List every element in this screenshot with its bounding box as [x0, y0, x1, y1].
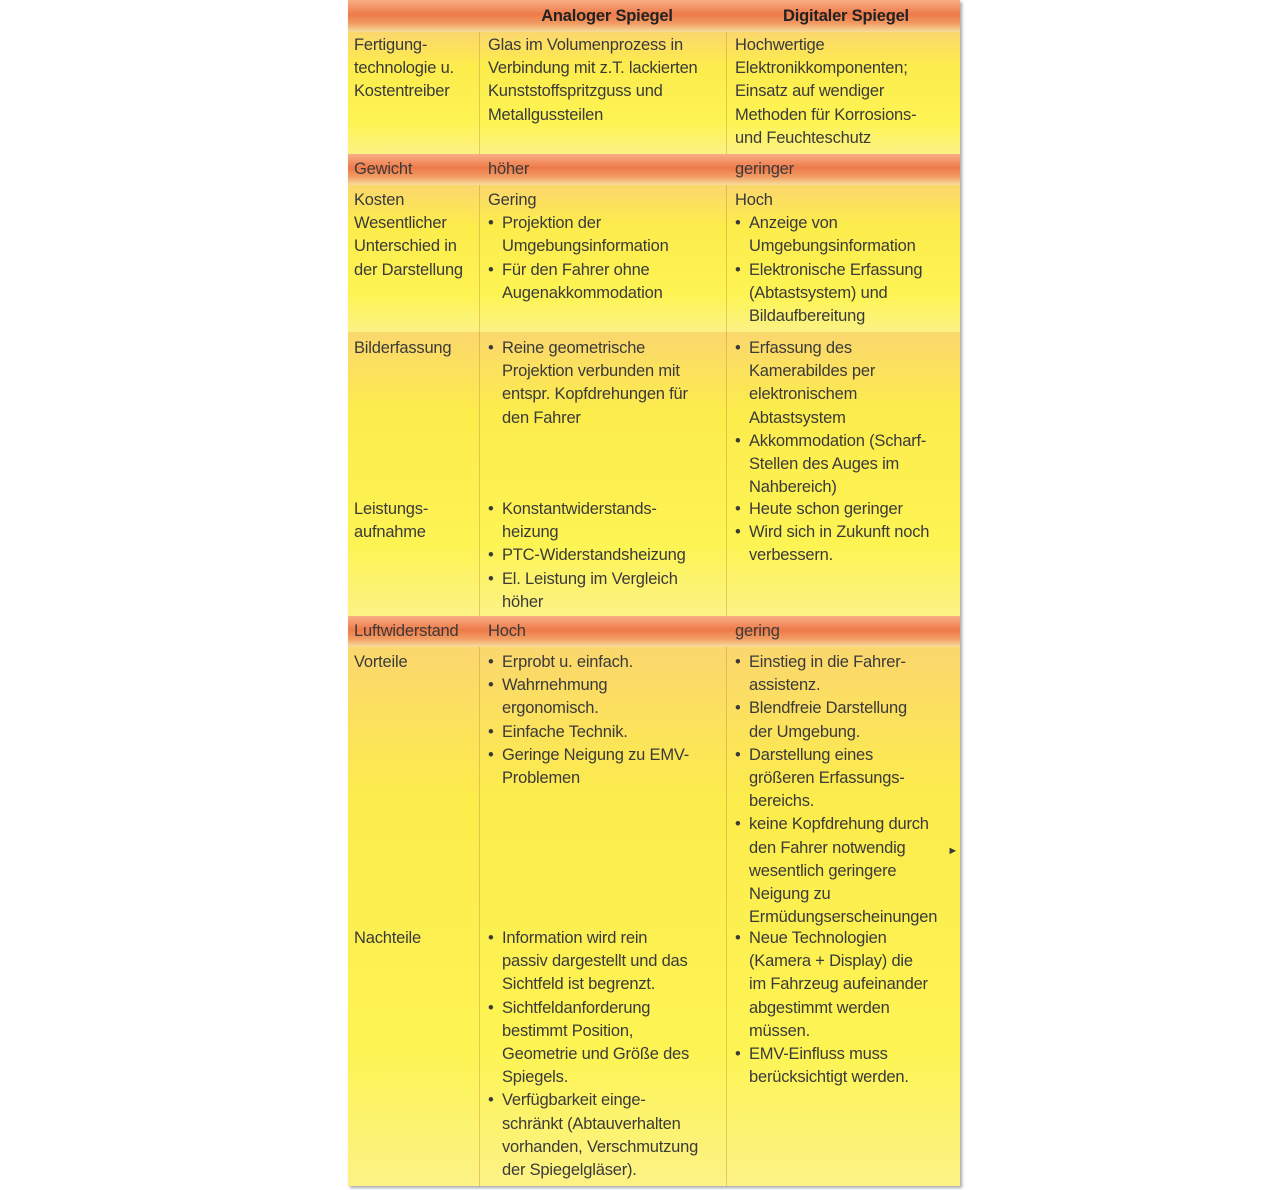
bullet-item — [735, 212, 957, 258]
bullet-text-line: Sichtfeld ist begrenzt. — [502, 975, 656, 994]
bullet-text-line: assistenz. — [749, 676, 821, 695]
bullet-text-line: Umgebungsinformation — [502, 237, 669, 256]
bullet-text-line: bestimmt Position, — [502, 1021, 634, 1040]
digital-leistung-list — [735, 498, 957, 568]
bullet-text-line: schränkt (Abtauverhalten — [502, 1114, 681, 1133]
text-line: Wesentlicher — [354, 214, 447, 233]
bullet-text-line: abgestimmt werden — [749, 998, 890, 1017]
bullet-text-line: vorhanden, Verschmutzung — [502, 1137, 699, 1156]
bullet-text-line: Augenakkommodation — [502, 283, 663, 302]
header-digital: Digitaler Spiegel — [783, 7, 909, 25]
label-nachteile: Nachteile — [354, 929, 421, 947]
continue-arrow-icon: ► — [947, 845, 958, 857]
bullet-text-line: • Verfügbarkeit einge- — [502, 1091, 646, 1110]
label-bilderfassung: Bilderfassung — [354, 339, 452, 357]
bullet-text-line: Geometrie und Größe des — [502, 1045, 690, 1064]
text-line: Kosten — [354, 191, 405, 209]
text-line: Metallgussteilen — [488, 105, 604, 124]
bullet-text-line: elektronischem — [749, 385, 858, 404]
row-gewicht — [348, 154, 960, 185]
bullet-text-line: Ermüdungserscheinungen — [749, 908, 938, 927]
bullet-text-line: • Reine geometrische — [502, 339, 646, 357]
header-empty-cell — [354, 0, 480, 32]
analog-luftwiderstand: Hoch — [488, 622, 526, 640]
analog-nachteile-list — [488, 927, 726, 1182]
bullet-item — [488, 544, 726, 567]
bullet-text-line: Bildaufbereitung — [749, 307, 866, 326]
bullet-text-line: (Kamera + Display) die — [749, 952, 913, 971]
bullet-text-line: • Wahrnehmung — [502, 676, 608, 695]
bullet-item — [488, 498, 726, 544]
bullet-text-line: entspr. Kopfdrehungen für — [502, 385, 688, 404]
bullet-text-line: der Spiegelgläser). — [502, 1161, 637, 1180]
label-column-vn — [354, 647, 480, 1186]
text-line: Elektronikkomponenten; — [735, 59, 908, 78]
text-line: Kunststoffspritzguss und — [488, 82, 663, 101]
bullet-text-line: Nahbereich) — [749, 478, 837, 497]
bullet-item — [735, 927, 960, 1043]
bullet-item — [488, 337, 726, 430]
bullet-text-line: Kamerabildes per — [749, 362, 876, 381]
text-line: Methoden für Korrosions- — [735, 105, 917, 124]
label-vorteile: Vorteile — [354, 653, 408, 671]
label-kosten — [354, 185, 480, 332]
row-kosten — [348, 185, 960, 332]
bullet-text-line: im Fahrzeug aufeinander — [749, 975, 928, 994]
text-line: Leistungs- — [354, 500, 429, 518]
bullet-text-line: Spiegels. — [502, 1068, 569, 1087]
bullet-text-line: • keine Kopfdrehung durch — [749, 815, 929, 834]
analog-bilderfassung-list — [488, 337, 726, 430]
row-vorteile-nachteile — [348, 647, 960, 1186]
bullet-item — [735, 813, 960, 929]
bullet-item — [488, 651, 726, 674]
bullet-item — [735, 697, 960, 743]
bullet-item — [488, 927, 726, 997]
comparison-table — [348, 0, 960, 1186]
text-line: Fertigung- — [354, 36, 428, 54]
text-line: Kostentreiber — [354, 82, 450, 101]
analog-column-bild — [488, 332, 726, 616]
bullet-text-line: • Für den Fahrer ohne — [502, 260, 650, 279]
digital-luftwiderstand: gering — [735, 622, 780, 640]
text-line: technologie u. — [354, 59, 454, 78]
digital-bilderfassung-list — [735, 337, 957, 499]
bullet-item — [488, 721, 726, 744]
bullet-text-line: • Erfassung des — [749, 339, 852, 357]
bullet-item — [488, 212, 726, 258]
bullet-text-line: • Akkommodation (Scharf- — [749, 431, 927, 450]
digital-vorteile-list — [735, 651, 960, 929]
digital-fertigung — [735, 32, 957, 154]
label-luftwiderstand: Luftwiderstand — [354, 622, 459, 640]
analog-kosten — [488, 185, 726, 332]
text-line: aufnahme — [354, 523, 426, 542]
bullet-text-line: Umgebungsinformation — [749, 237, 916, 256]
bullet-text-line: • Neue Technologien — [749, 929, 887, 947]
analog-kosten-list — [488, 212, 726, 305]
bullet-text-line: berücksichtigt werden. — [749, 1068, 909, 1087]
row-fertigung — [348, 32, 960, 154]
bullet-item — [488, 744, 726, 790]
text-line: und Feuchteschutz — [735, 128, 872, 147]
bullet-text-line: • Einfache Technik. — [502, 722, 628, 741]
bullet-text-line: verbessern. — [749, 546, 834, 565]
bullet-text-line: den Fahrer notwendig — [749, 838, 906, 857]
bullet-text-line: • Blendfreie Darstellung — [749, 699, 907, 718]
header-row — [348, 0, 960, 32]
bullet-text-line: Neigung zu — [749, 885, 831, 904]
digital-column-bild — [735, 332, 957, 616]
row-bilderfassung-leistung — [348, 332, 960, 616]
digital-kosten-title: Hoch — [735, 191, 773, 209]
bullet-text-line: Projektion verbunden mit — [502, 362, 680, 381]
bullet-item — [735, 744, 960, 814]
digital-kosten — [735, 185, 957, 332]
bullet-text-line: • Wird sich in Zukunft noch — [749, 523, 930, 542]
bullet-item — [735, 430, 957, 500]
digital-nachteile-list — [735, 927, 960, 1089]
analog-vorteile-list — [488, 651, 726, 790]
bullet-text-line: • Konstantwiderstands- — [502, 500, 657, 518]
bullet-text-line: wesentlich geringere — [749, 861, 897, 880]
bullet-text-line: • Sichtfeldanforderung — [502, 998, 651, 1017]
bullet-text-line: Stellen des Auges im — [749, 455, 900, 474]
bullet-text-line: der Umgebung. — [749, 722, 861, 741]
bullet-text-line: den Fahrer — [502, 408, 581, 427]
bullet-text-line: höher — [502, 592, 544, 611]
bullet-text-line: • PTC-Widerstandsheizung — [502, 546, 686, 565]
analog-kosten-title: Gering — [488, 191, 537, 209]
bullet-item — [735, 259, 957, 329]
bullet-item — [735, 521, 957, 567]
row-luftwiderstand — [348, 616, 960, 647]
bullet-text-line: • Geringe Neigung zu EMV- — [502, 745, 690, 764]
text-line: Hochwertige — [735, 36, 825, 54]
label-fertigung — [354, 32, 480, 154]
bullet-text-line: Problemen — [502, 769, 580, 788]
bullet-item — [488, 997, 726, 1090]
bullet-text-line: • Elektronische Erfassung — [749, 260, 923, 279]
digital-column-vn — [735, 647, 960, 1186]
bullet-text-line: Abtastsystem — [749, 408, 846, 427]
analog-fertigung — [488, 32, 726, 154]
bullet-text-line: • Einstieg in die Fahrer- — [749, 653, 906, 671]
bullet-item — [488, 568, 726, 614]
analog-leistung-list — [488, 498, 726, 614]
bullet-item — [735, 1043, 960, 1089]
text-line: Einsatz auf wendiger — [735, 82, 885, 101]
label-gewicht: Gewicht — [354, 160, 413, 178]
bullet-text-line: • Information wird rein — [502, 929, 648, 947]
bullet-item — [735, 651, 960, 697]
bullet-item — [488, 259, 726, 305]
bullet-item — [735, 498, 957, 521]
text-line: Unterschied in — [354, 237, 457, 256]
bullet-text-line: müssen. — [749, 1021, 810, 1040]
digital-kosten-list — [735, 212, 957, 328]
bullet-text-line: • Erprobt u. einfach. — [502, 653, 634, 671]
bullet-text-line: bereichs. — [749, 792, 815, 811]
label-leistungsaufnahme — [354, 498, 480, 544]
bullet-text-line: größeren Erfassungs- — [749, 769, 905, 788]
bullet-text-line: • Projektion der — [502, 214, 602, 233]
header-analog: Analoger Spiegel — [541, 7, 673, 25]
text-line: Glas im Volumenprozess in — [488, 36, 683, 54]
analog-column-vn — [488, 647, 726, 1186]
bullet-text-line: • EMV-Einfluss muss — [749, 1045, 888, 1064]
bullet-item — [735, 337, 957, 430]
digital-gewicht: geringer — [735, 160, 794, 178]
bullet-text-line: • Anzeige von — [749, 214, 838, 233]
bullet-text-line: • El. Leistung im Vergleich — [502, 569, 678, 588]
bullet-text-line: passiv dargestellt und das — [502, 952, 688, 971]
bullet-text-line: ergonomisch. — [502, 699, 599, 718]
text-line: der Darstellung — [354, 260, 463, 279]
bullet-item — [488, 1089, 726, 1182]
bullet-text-line: heizung — [502, 523, 559, 542]
label-column-bild — [354, 332, 480, 616]
bullet-text-line: • Darstellung eines — [749, 745, 874, 764]
bullet-item — [488, 674, 726, 720]
bullet-text-line: (Abtastsystem) und — [749, 283, 888, 302]
text-line: Verbindung mit z.T. lackierten — [488, 59, 698, 78]
bullet-text-line: • Heute schon geringer — [749, 500, 903, 518]
analog-gewicht: höher — [488, 160, 530, 178]
